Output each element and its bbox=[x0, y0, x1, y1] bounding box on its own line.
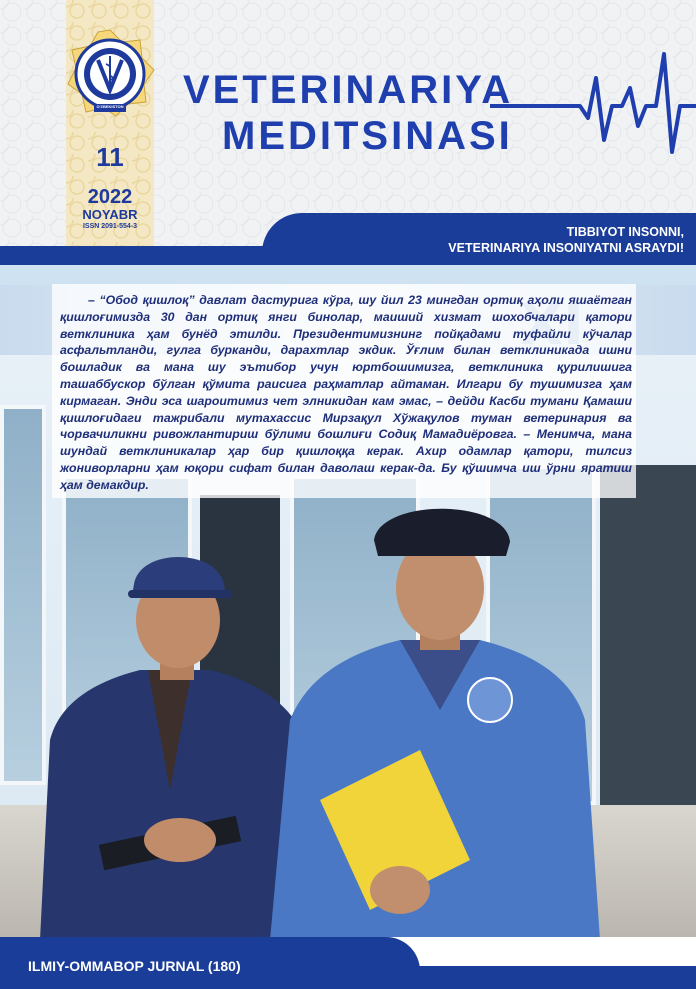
slogan-line1: TIBBIYOT INSONNI, bbox=[566, 225, 684, 239]
article-text: – “Обод қишлоқ” давлат дастурига кўра, шу йил 23 мингдан ортиқ аҳоли яшаётган қишлоғимизда 30 дан ортиқ янги бинолар, маиший хизмат шохобчалари қатори ветклиника ҳам бунёд этилди. Президентимизнинг пойқадами туфайли кўчалар асфальтланди, гулга бурканди, дарахтлар экдик. Ўғлим билан ветклиникада ишни бошладик ва мана шу эътибор учун юртбошимизга, ветклиника қурилишига ташаббускор бўлган қўмита раисига раҳматлар айтаман. Илгари бу тушимизга ҳам кирмаган. Энди эса шароитимиз чет элникидан кам эмас, – дейди Касби тумани Қамаши қишлоғидаги тажрибали мутахассис Мирзақул Хўжақулов туман ветеринария ва чорвачиликни ривожлантириш бўлими бошлиғи Содиқ Мамадиёровга. – Менимча, мана шундай ветклиникалар ҳар бир қишлоққа керак. Ахир одамлар қатори, тилсиз жониворларни ҳам юқори сифат билан даволаш керак-да. Бу қўшимча иш ўрни яратиш ҳам демакдир. bbox=[60, 293, 632, 492]
heartbeat-line-icon bbox=[490, 48, 696, 168]
issue-month: NOYABR bbox=[82, 207, 138, 222]
man-right-figure bbox=[270, 500, 600, 937]
issue-year: 2022 bbox=[87, 186, 133, 208]
issue-number: 11 bbox=[96, 142, 124, 172]
slogan-banner bbox=[262, 213, 696, 265]
slogan-line2: VETERINARIYA INSONIYATNI ASRAYDI! bbox=[448, 241, 684, 255]
emblem-caption: O'ZBEKISTON bbox=[96, 104, 124, 109]
issn-label: ISSN 2091-554-3 bbox=[82, 223, 138, 230]
journal-title-line2: MEDITSINASI bbox=[222, 114, 513, 158]
journal-title-line1: VETERINARIYA bbox=[183, 68, 514, 112]
footer-label: ILMIY-OMMABOP JURNAL (180) bbox=[28, 958, 241, 974]
door bbox=[600, 465, 696, 815]
